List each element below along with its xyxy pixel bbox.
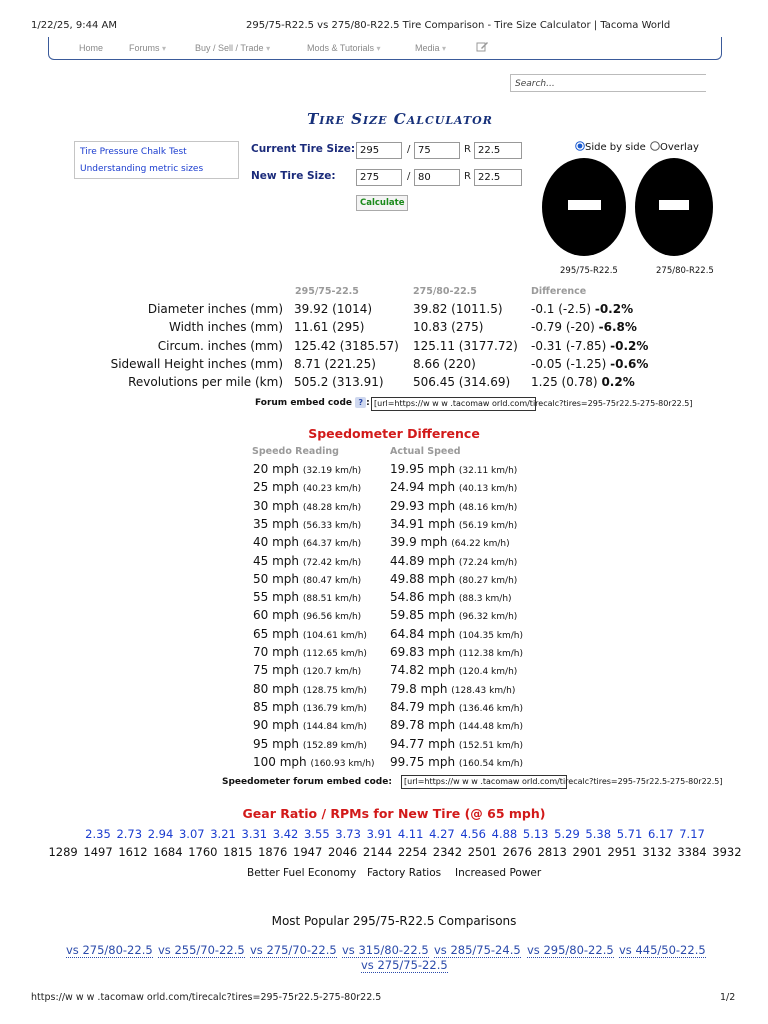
speedo-reading-cell: 60 mph (96.56 km/h) (253, 608, 362, 623)
slash-separator: / (407, 144, 411, 155)
speedo-reading-cell: 25 mph (40.23 km/h) (253, 480, 362, 495)
chevron-down-icon: ▾ (376, 44, 381, 53)
cell-width-diff: -0.79 (-20) -6.8% (531, 320, 637, 334)
gear-legend-factory-ratios: Factory Ratios (367, 867, 442, 879)
speedo-actual-cell: 64.84 mph (104.35 km/h) (390, 626, 524, 641)
speedo-reading-cell: 70 mph (112.65 km/h) (253, 645, 367, 659)
print-page-title: 295/75-R22.5 vs 275/80-R22.5 Tire Comparison - Tire Size Calculator | Tacoma World (246, 20, 671, 31)
speedometer-embed-label: Speedometer forum embed code: (222, 777, 392, 787)
speedo-actual-cell: 79.8 mph (128.43 km/h) (390, 681, 516, 696)
row-label-diameter: Diameter inches (mm) (147, 302, 283, 316)
new-tire-size-label: New Tire Size: (251, 170, 336, 182)
compose-icon[interactable] (476, 40, 489, 55)
gear-ratio-value: 5.71 (616, 827, 643, 841)
gear-ratio-value: 3.42 (272, 827, 299, 841)
cell-diameter-current: 39.92 (1014) (294, 302, 373, 316)
speedo-actual-cell: 99.75 mph (160.54 km/h) (390, 754, 524, 769)
gear-rpm-value: 1289 (48, 845, 78, 859)
gear-ratio-value: 5.13 (522, 827, 549, 841)
cell-circumference-new: 125.11 (3177.72) (413, 339, 518, 353)
speedo-actual-cell: 24.94 mph (40.13 km/h) (390, 480, 518, 495)
speedo-actual-cell: 19.95 mph (32.11 km/h) (390, 462, 518, 476)
chevron-down-icon: ▾ (266, 44, 271, 53)
speedometer-title: Speedometer Difference (308, 426, 480, 441)
col-header-new: 275/80-22.5 (413, 286, 477, 297)
speedo-reading-cell: 95 mph (152.89 km/h) (253, 736, 367, 751)
print-footer-url: https://w w w .tacomaw orld.com/tirecalc?tires=295-75r22.5-275-80r22.5 (31, 992, 382, 1003)
gear-ratio-value: 3.31 (241, 827, 268, 841)
row-label-circumference: Circum. inches (mm) (157, 339, 283, 353)
gear-rpm-value: 1684 (153, 845, 183, 859)
col-header-difference: Difference (531, 286, 587, 297)
gear-rpm-value: 3384 (677, 845, 707, 859)
speedo-actual-cell: 94.77 mph (152.51 km/h) (390, 736, 524, 751)
gear-ratio-value: 7.17 (679, 827, 705, 841)
cell-circumference-current: 125.42 (3185.57) (294, 339, 399, 353)
cell-sidewall-current: 8.71 (221.25) (294, 357, 376, 371)
gear-rpm-value: 2342 (432, 845, 463, 859)
speedo-actual-cell: 34.91 mph (56.19 km/h) (390, 516, 518, 531)
speedo-reading-cell: 90 mph (144.84 km/h) (253, 718, 367, 733)
popular-comparisons-title: Most Popular 295/75-R22.5 Comparisons (271, 914, 517, 928)
nav-item-buy-sell-trade[interactable]: Buy / Sell / Trade ▾ (195, 43, 271, 53)
gear-ratio-value: 3.55 (304, 827, 330, 841)
slash-separator: / (407, 171, 411, 182)
gear-rpm-value: 2254 (397, 845, 428, 859)
gear-legend-fuel-economy: Better Fuel Economy (247, 867, 357, 879)
rim-r-label: R (464, 171, 471, 182)
speedo-header-reading: Speedo Reading (252, 446, 339, 457)
gear-rpm-value: 2676 (502, 845, 532, 859)
gear-ratio-value: 3.21 (210, 827, 236, 841)
gear-ratio-value: 6.17 (647, 827, 674, 841)
speedo-reading-cell: 100 mph (160.93 km/h) (253, 754, 375, 769)
gear-ratio-value: 4.56 (460, 827, 486, 841)
link-tire-pressure-chalk-test[interactable]: Tire Pressure Chalk Test (80, 147, 187, 157)
new-width-input[interactable]: 275 (356, 169, 402, 186)
gear-rpm-value: 1497 (83, 845, 113, 859)
gear-rpm-value: 1612 (118, 845, 148, 859)
speedo-reading-cell: 75 mph (120.7 km/h) (253, 663, 362, 678)
gear-rpm-value: 1876 (258, 845, 288, 859)
comparison-link[interactable]: vs 285/75-24.5 (434, 943, 521, 957)
row-label-revolutions: Revolutions per mile (km) (128, 375, 283, 389)
gear-rpm-value: 1760 (188, 845, 218, 859)
row-label-sidewall: Sidewall Height inches (mm) (110, 357, 283, 371)
speedo-actual-cell: 54.86 mph (88.3 km/h) (390, 590, 512, 605)
nav-item-mods-tutorials[interactable]: Mods & Tutorials ▾ (307, 43, 381, 53)
gear-ratio-value: 2.35 (85, 827, 111, 841)
comparison-link[interactable]: vs 255/70-22.5 (158, 943, 245, 957)
chevron-down-icon: ▾ (442, 44, 447, 53)
link-understanding-metric-sizes[interactable]: Understanding metric sizes (80, 164, 204, 174)
cell-sidewall-diff: -0.05 (-1.25) -0.6% (531, 357, 649, 371)
gear-ratio-value: 5.29 (554, 827, 580, 841)
speedo-actual-cell: 89.78 mph (144.48 km/h) (390, 718, 524, 733)
speedo-actual-cell: 44.89 mph (72.24 km/h) (390, 553, 518, 568)
comparison-link[interactable]: vs 295/80-22.5 (527, 943, 614, 957)
nav-item-media[interactable]: Media ▾ (415, 43, 447, 53)
gear-ratio-value: 3.07 (178, 827, 205, 841)
gear-ratio-value: 3.91 (366, 827, 393, 841)
radio-overlay[interactable]: Overlay (650, 141, 699, 153)
tire-current-hub (568, 200, 601, 210)
gear-ratio-value: 2.94 (147, 827, 174, 841)
cell-width-current: 11.61 (295) (294, 320, 365, 334)
gear-ratio-list (40, 827, 750, 841)
current-width-input[interactable]: 295 (356, 142, 402, 159)
speedo-reading-cell: 85 mph (136.79 km/h) (253, 699, 367, 714)
comparison-link[interactable]: vs 275/70-22.5 (250, 943, 337, 957)
new-aspect-input[interactable]: 80 (414, 169, 460, 186)
comparison-link[interactable]: vs 275/80-22.5 (66, 943, 153, 957)
gear-rpm-value: 2046 (327, 845, 358, 859)
nav-bar (48, 37, 722, 60)
speedo-actual-cell: 69.83 mph (112.38 km/h) (390, 645, 524, 659)
new-rim-input[interactable]: 22.5 (474, 169, 522, 186)
cell-diameter-new: 39.82 (1011.5) (413, 302, 503, 316)
gear-ratio-value: 2.73 (116, 827, 143, 841)
gear-ratio-value: 4.11 (397, 827, 424, 841)
gear-ratio-title: Gear Ratio / RPMs for New Tire (@ 65 mph) (242, 806, 546, 821)
radio-side-by-side[interactable]: Side by side (575, 141, 646, 153)
search-input[interactable]: Search... (510, 74, 706, 92)
calculate-button[interactable]: Calculate (356, 195, 408, 211)
nav-item-forums[interactable]: Forums ▾ (129, 43, 167, 53)
tire-comparison-image (538, 158, 718, 258)
tire-new-label: 275/80-R22.5 (656, 266, 714, 276)
forum-embed-input[interactable]: [url=https://w w w .tacomaw orld.com/tirecalc?tires=295-75r22.5-275-80r22.5] (371, 397, 536, 411)
speedo-reading-cell: 35 mph (56.33 km/h) (253, 516, 362, 531)
cell-circumference-diff: -0.31 (-7.85) -0.2% (531, 339, 649, 353)
tire-new-hub (659, 200, 689, 210)
speedo-header-actual: Actual Speed (390, 446, 461, 457)
help-links-box (74, 141, 239, 179)
speedo-reading-cell: 20 mph (32.19 km/h) (253, 462, 362, 476)
cell-width-new: 10.83 (275) (413, 320, 484, 334)
current-rim-input[interactable]: 22.5 (474, 142, 522, 159)
gear-rpm-value: 2951 (607, 845, 637, 859)
nav-item-home[interactable]: Home (79, 43, 104, 53)
print-page-number: 1/2 (720, 992, 736, 1003)
gear-ratio-value: 4.27 (429, 827, 455, 841)
speedo-reading-cell: 65 mph (104.61 km/h) (253, 626, 367, 641)
speedo-actual-cell: 59.85 mph (96.32 km/h) (390, 608, 518, 623)
speedo-reading-cell: 45 mph (72.42 km/h) (253, 553, 362, 568)
speedo-reading-cell: 40 mph (64.37 km/h) (253, 535, 362, 550)
speedometer-embed-input[interactable]: [url=https://w w w .tacomaw orld.com/tirecalc?tires=295-75r22.5-275-80r22.5] (401, 775, 567, 789)
speedo-reading-cell: 30 mph (48.28 km/h) (253, 498, 362, 513)
cell-diameter-diff: -0.1 (-2.5) -0.2% (531, 302, 634, 316)
speedo-actual-cell: 84.79 mph (136.46 km/h) (390, 699, 524, 714)
cell-sidewall-new: 8.66 (220) (413, 357, 476, 371)
speedo-actual-cell: 39.9 mph (64.22 km/h) (390, 535, 510, 550)
comparison-link[interactable]: vs 315/80-22.5 (342, 943, 429, 957)
radio-unselected-icon (650, 141, 660, 151)
speedo-actual-cell: 49.88 mph (80.27 km/h) (390, 571, 518, 586)
forum-embed-label: Forum embed code ? : (255, 398, 370, 408)
gear-rpm-value: 2901 (572, 845, 602, 859)
help-icon[interactable]: ? (355, 397, 366, 408)
gear-rpm-value: 3932 (712, 845, 742, 859)
chevron-down-icon: ▾ (162, 44, 167, 53)
gear-rpm-value: 3132 (642, 845, 672, 859)
radio-selected-icon (575, 141, 585, 151)
speedo-reading-cell: 55 mph (88.51 km/h) (253, 590, 362, 605)
gear-ratio-value: 4.88 (491, 827, 518, 841)
page-title: Tire Size Calculator (307, 110, 493, 128)
cell-revolutions-new: 506.45 (314.69) (413, 375, 511, 389)
cell-revolutions-diff: 1.25 (0.78) 0.2% (531, 375, 635, 389)
current-tire-size-label: Current Tire Size: (251, 143, 356, 155)
speedo-reading-cell: 50 mph (80.47 km/h) (253, 571, 362, 586)
gear-legend-increased-power: Increased Power (455, 867, 542, 879)
cell-revolutions-current: 505.2 (313.91) (294, 375, 384, 389)
comparison-link[interactable]: vs 445/50-22.5 (619, 943, 706, 957)
gear-rpm-list (40, 845, 750, 859)
gear-rpm-value: 2813 (537, 845, 567, 859)
gear-ratio-value: 3.73 (335, 827, 361, 841)
current-aspect-input[interactable]: 75 (414, 142, 460, 159)
speedo-actual-cell: 74.82 mph (120.4 km/h) (390, 663, 518, 678)
rim-r-label: R (464, 144, 471, 155)
col-header-current: 295/75-22.5 (295, 286, 359, 297)
tire-current-label: 295/75-R22.5 (560, 266, 618, 276)
gear-rpm-value: 1947 (293, 845, 323, 859)
row-label-width: Width inches (mm) (168, 320, 283, 334)
gear-ratio-value: 5.38 (585, 827, 612, 841)
comparison-link[interactable]: vs 275/75-22.5 (361, 958, 448, 972)
speedo-actual-cell: 29.93 mph (48.16 km/h) (390, 498, 518, 513)
speedo-reading-cell: 80 mph (128.75 km/h) (253, 681, 367, 696)
gear-rpm-value: 2501 (467, 845, 497, 859)
gear-rpm-value: 2144 (362, 845, 393, 859)
gear-rpm-value: 1815 (223, 845, 253, 859)
print-datetime: 1/22/25, 9:44 AM (31, 20, 118, 31)
